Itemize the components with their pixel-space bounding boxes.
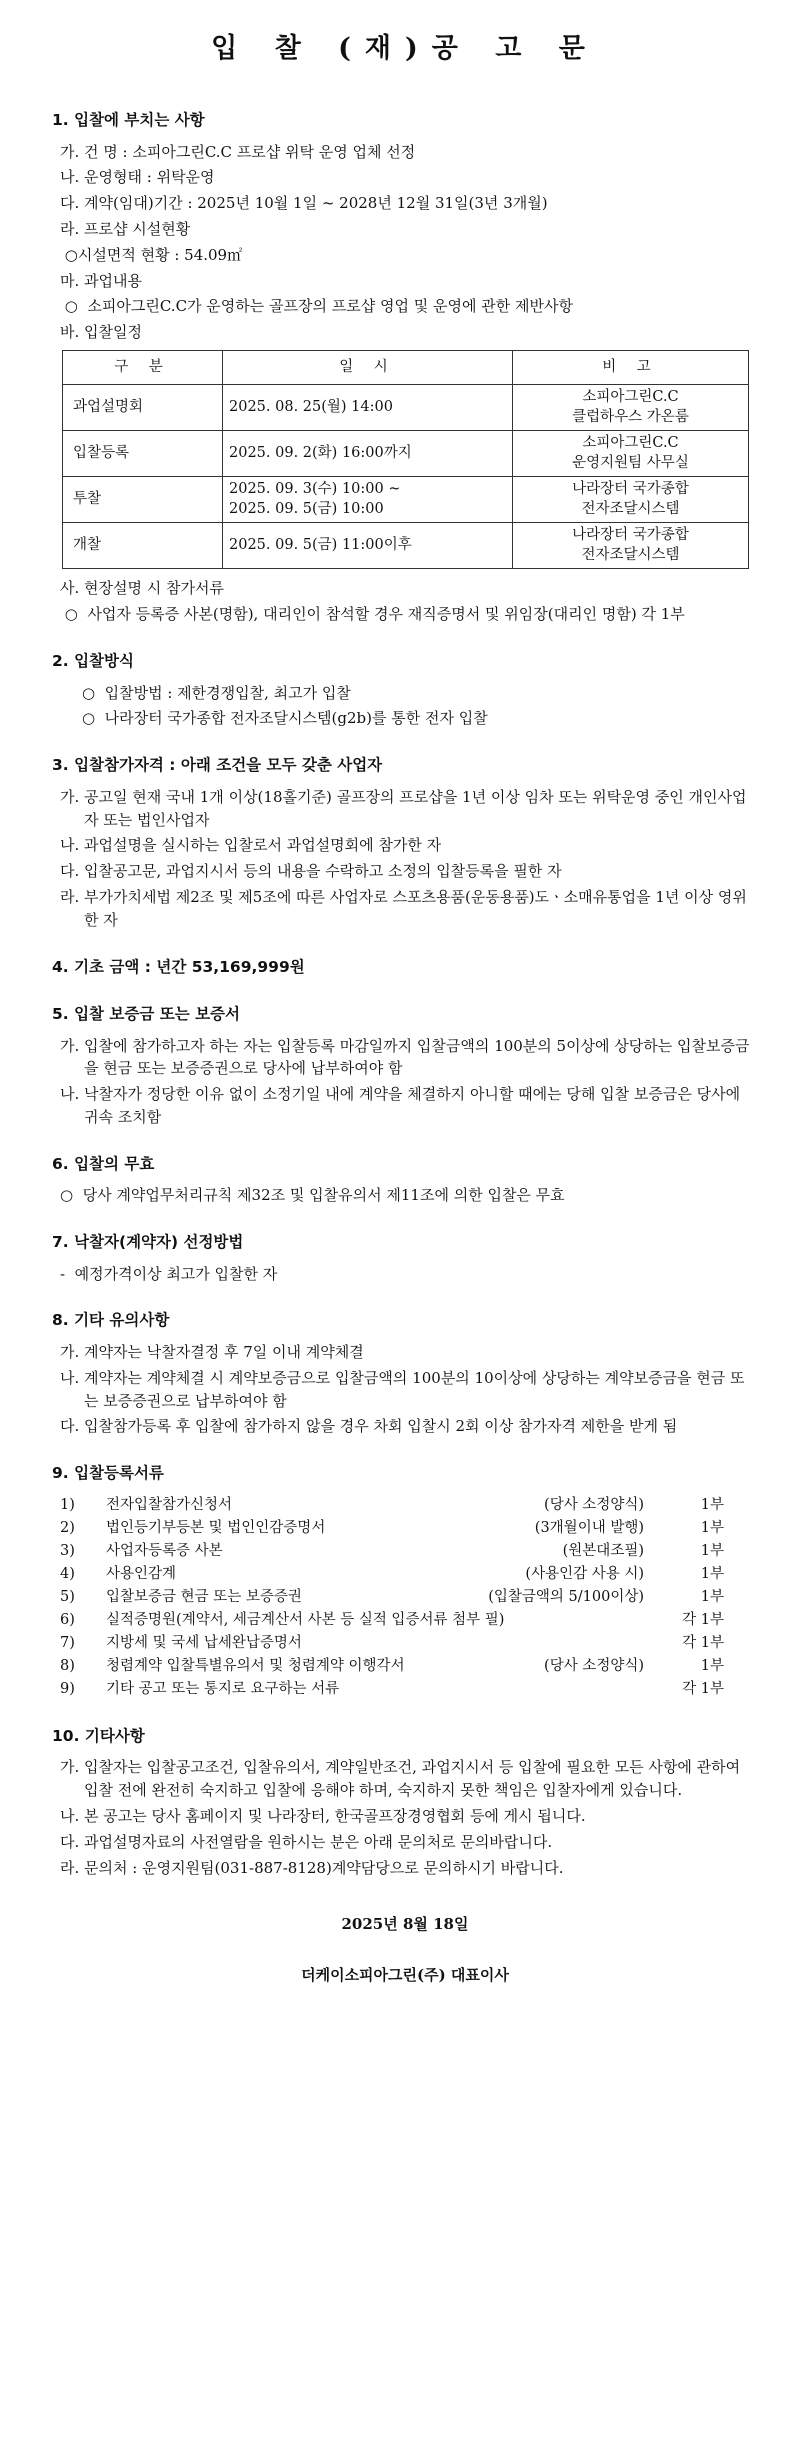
- section-heading: 2. 입찰방식: [52, 652, 134, 671]
- list-item: 가. 계약자는 낙찰자결정 후 7일 이내 계약체결: [60, 1343, 364, 1362]
- list-item: 가. 입찰에 참가하고자 하는 자는 입찰등록 마감일까지 입찰금액의 100분의 5이상에 상당하는 입찰보증금을 현금 또는 보증증권으로 당사에 납부하여야 함: [60, 1036, 750, 1078]
- list-item: 7) 지방세 및 국세 납세완납증명서 각 1부: [60, 1635, 724, 1652]
- list-item: 8) 청렴계약 입찰특별유의서 및 청렴계약 이행각서 (당사 소정양식) 1부: [60, 1658, 724, 1675]
- list-item: 5) 입찰보증금 현금 또는 보증증권 (입찰금액의 5/100이상) 1부: [60, 1589, 724, 1606]
- list-item: 가. 공고일 현재 국내 1개 이상(18홀기준) 골프장의 프로샵을 1년 이상 임차 또는 위탁운영 중인 개인사업자 또는 법인사업자: [60, 787, 747, 829]
- table-header-row: [63, 350, 749, 384]
- section-bid-items: [52, 109, 758, 626]
- schedule-datetime: 2025. 09. 2(화) 16:00까지: [223, 431, 513, 477]
- section-heading: 8. 기타 유의사항: [52, 1311, 170, 1330]
- schedule-division: 과업설명회: [63, 384, 223, 430]
- table-row: [63, 477, 749, 523]
- section-heading: 9. 입찰등록서류: [52, 1464, 164, 1483]
- list-item: 다. 과업설명자료의 사전열람을 원하시는 분은 아래 문의처로 문의바랍니다.: [60, 1832, 553, 1851]
- schedule-datetime: 2025. 09. 3(수) 10:00 ~ 2025. 09. 5(금) 10:00: [223, 477, 513, 523]
- section-heading: 6. 입찰의 무효: [52, 1154, 155, 1173]
- item-contract-period: 다. 계약(임대)기간 : 2025년 10월 1일 ~ 2028년 12월 31일(3년 3개월): [60, 194, 548, 213]
- table-row: [63, 431, 749, 477]
- section-heading: 10. 기타사항: [52, 1726, 145, 1745]
- section-eligibility: [52, 754, 758, 931]
- section-base-amount: [52, 956, 758, 980]
- list-item: ○ 당사 계약업무처리규칙 제32조 및 입찰유의서 제11조에 의한 입찰은 무효: [60, 1186, 565, 1205]
- item-schedule: 바. 입찰일정: [60, 323, 142, 342]
- table-header: 구 분: [63, 350, 223, 384]
- schedule-datetime: 2025. 08. 25(월) 14:00: [223, 384, 513, 430]
- list-item: 1) 전자입찰참가신청서 (당사 소정양식) 1부: [60, 1497, 724, 1514]
- notice-date: 2025년 8월 18일: [341, 1915, 469, 1934]
- section-heading: 3. 입찰참가자격 : 아래 조건을 모두 갖춘 사업자: [52, 756, 383, 775]
- item-scope-detail: ○ 소피아그린C.C가 운영하는 골프장의 프로샵 영업 및 운영에 관한 제반사항: [60, 297, 573, 316]
- section-required-docs: [52, 1462, 758, 1701]
- section-heading: 1. 입찰에 부치는 사항: [52, 111, 205, 130]
- item-name: 가. 건 명 : 소피아그린C.C 프로샵 위탁 운영 업체 선정: [60, 142, 416, 161]
- section-invalid-bid: [52, 1153, 758, 1207]
- list-item: 3) 사업자등록증 사본 (원본대조필) 1부: [60, 1543, 724, 1560]
- table-header: 일 시: [223, 350, 513, 384]
- section-heading: 4. 기초 금액 : 년간 53,169,999원: [52, 957, 305, 976]
- list-item: 나. 계약자는 계약체결 시 계약보증금으로 입찰금액의 100분의 10이상에 상당하는 계약보증금을 현금 또는 보증증권으로 납부하여야 함: [60, 1368, 745, 1410]
- contact-line: 라. 문의처 : 운영지원팀(031-887-8128)계약담당으로 문의하시기 바랍니다.: [60, 1858, 564, 1877]
- list-item: 다. 입찰참가등록 후 입찰에 참가하지 않을 경우 차회 입찰시 2회 이상 참가자격 제한을 받게 됨: [60, 1417, 678, 1436]
- list-item: 9) 기타 공고 또는 통지로 요구하는 서류 각 1부: [60, 1681, 724, 1698]
- list-item: ○ 나라장터 국가종합 전자조달시스템(g2b)를 통한 전자 입찰: [82, 709, 488, 728]
- schedule-note: 소피아그린C.C 클럽하우스 가온룸: [513, 384, 749, 430]
- list-item: ○ 입찰방법 : 제한경쟁입찰, 최고가 입찰: [82, 683, 351, 702]
- schedule-note: 나라장터 국가종합 전자조달시스템: [513, 477, 749, 523]
- schedule-table: [62, 350, 749, 570]
- schedule-datetime: 2025. 09. 5(금) 11:00이후: [223, 523, 513, 569]
- signer: 더케이소피아그린(주) 대표이사: [301, 1966, 509, 1985]
- section-heading: 7. 낙찰자(계약자) 선정방법: [52, 1233, 244, 1252]
- section-notes: [52, 1309, 758, 1438]
- list-item: 라. 부가가치세법 제2조 및 제5조에 따른 사업자로 스포츠용품(운동용품)도ㆍ소매유통업을 1년 이상 영위한 자: [60, 887, 747, 929]
- list-item: 나. 낙찰자가 정당한 이유 없이 소정기일 내에 계약을 체결하지 아니할 때에는 당해 입찰 보증금은 당사에 귀속 조치함: [60, 1085, 741, 1126]
- list-item: 6) 실적증명원(계약서, 세금계산서 사본 등 실적 입증서류 첨부 필) 각 1부: [60, 1612, 724, 1629]
- section-selection: [52, 1231, 758, 1285]
- document-title: 입 찰 (재)공 고 문: [211, 33, 599, 64]
- list-item: - 예정가격이상 최고가 입찰한 자: [60, 1264, 278, 1283]
- item-operation-type: 나. 운영형태 : 위탁운영: [60, 168, 215, 187]
- item-facility: 라. 프로샵 시설현황: [60, 219, 191, 238]
- item-site-docs-detail: ○ 사업자 등록증 사본(명함), 대리인이 참석할 경우 재직증명서 및 위임장(대리인 명함) 각 1부: [60, 605, 685, 624]
- schedule-division: 투찰: [63, 477, 223, 523]
- docs-list: [60, 1494, 758, 1701]
- list-item: 나. 과업설명을 실시하는 입찰로서 과업설명회에 참가한 자: [60, 836, 442, 855]
- item-facility-area: ○ 시설면적 현황 : 54.09㎡: [60, 245, 243, 264]
- list-item: 가. 입찰자는 입찰공고조건, 입찰유의서, 계약일반조건, 과업지시서 등 입찰에 필요한 모든 사항에 관하여 입찰 전에 완전히 숙지하고 입찰에 응해야 하며, 숙지하지 못한 책임은 입찰자에게 있습니다.: [60, 1758, 741, 1800]
- list-item: 나. 본 공고는 당사 홈페이지 및 나라장터, 한국골프장경영협회 등에 게시 됩니다.: [60, 1806, 586, 1825]
- schedule-division: 개찰: [63, 523, 223, 569]
- table-row: [63, 523, 749, 569]
- table-header: 비 고: [513, 350, 749, 384]
- section-bid-method: [52, 650, 758, 730]
- list-item: 4) 사용인감계 (사용인감 사용 시) 1부: [60, 1566, 724, 1583]
- item-scope: 마. 과업내용: [60, 271, 142, 290]
- item-site-docs: 사. 현장설명 시 참가서류: [60, 579, 224, 598]
- list-item: 2) 법인등기부등본 및 법인인감증명서 (3개월이내 발행) 1부: [60, 1520, 724, 1537]
- schedule-note: 나라장터 국가종합 전자조달시스템: [513, 523, 749, 569]
- list-item: 다. 입찰공고문, 과업지시서 등의 내용을 수락하고 소정의 입찰등록을 필한 자: [60, 862, 562, 881]
- section-bid-bond: [52, 1003, 758, 1129]
- schedule-division: 입찰등록: [63, 431, 223, 477]
- section-heading: 5. 입찰 보증금 또는 보증서: [52, 1005, 240, 1024]
- section-other: [52, 1725, 758, 1880]
- table-row: [63, 384, 749, 430]
- schedule-note: 소피아그린C.C 운영지원팀 사무실: [513, 431, 749, 477]
